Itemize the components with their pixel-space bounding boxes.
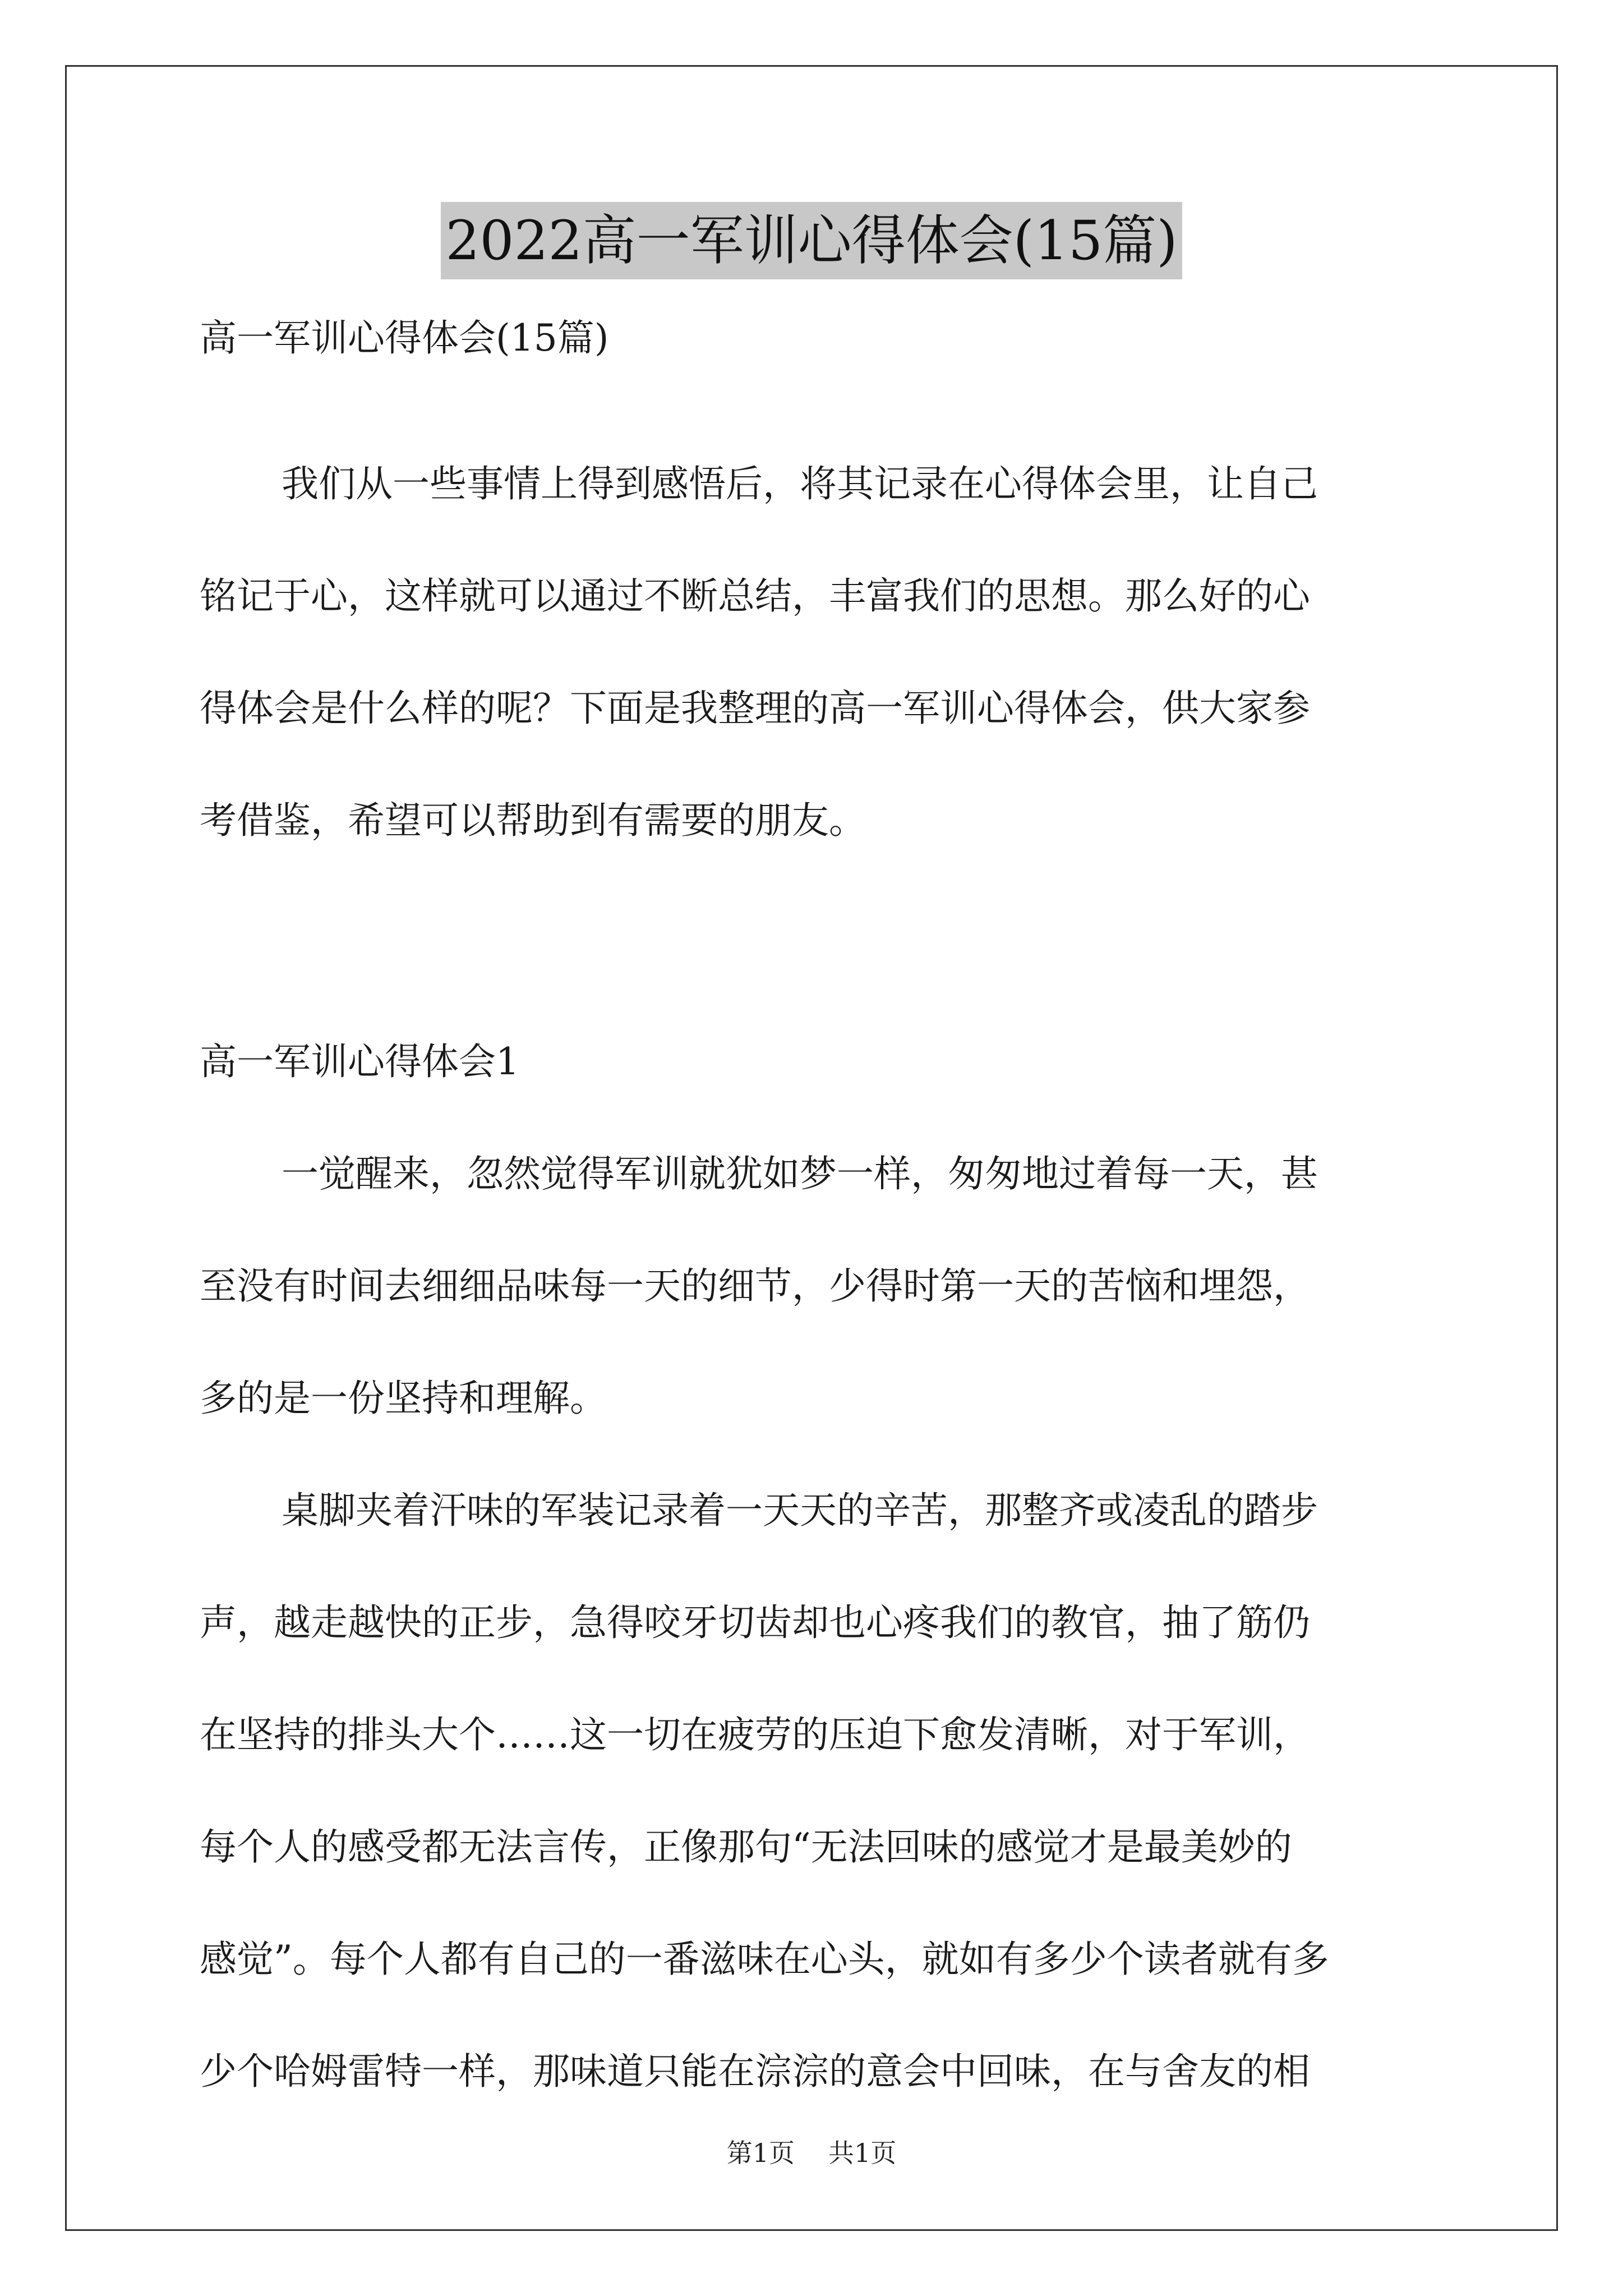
para2-line-3: 在坚持的排头大个……这一切在疲劳的压迫下愈发清晰，对于军训， bbox=[200, 1713, 1310, 1756]
para2-line-6: 少个哈姆雷特一样，那味道只能在淙淙的意会中回味，在与舍友的相 bbox=[200, 2050, 1310, 2093]
para1-line-1: 一觉醒来，忽然觉得军训就犹如梦一样，匆匆地过着每一天，甚 bbox=[282, 1152, 1318, 1195]
intro-line-3: 得体会是什么样的呢？下面是我整理的高一军训心得体会，供大家参 bbox=[200, 687, 1310, 730]
para1-line-2: 至没有时间去细细品味每一天的细节，少得时第一天的苦恼和埋怨， bbox=[200, 1264, 1310, 1308]
page-border bbox=[65, 65, 1558, 2231]
para2-line-1: 桌脚夹着汗味的军装记录着一天天的辛苦，那整齐或凌乱的踏步 bbox=[282, 1489, 1318, 1532]
intro-line-4: 考借鉴，希望可以帮助到有需要的朋友。 bbox=[200, 799, 866, 842]
page-footer bbox=[0, 2136, 1623, 2170]
para2-line-2: 声，越走越快的正步，急得咬牙切齿却也心疼我们的教官，抽了筋仍 bbox=[200, 1601, 1310, 1644]
document-subtitle: 高一军训心得体会(15篇) bbox=[200, 316, 609, 360]
para2-line-5: 感觉”。每个人都有自己的一番滋味在心头，就如有多少个读者就有多 bbox=[200, 1938, 1329, 1981]
para1-line-3: 多的是一份坚持和理解。 bbox=[200, 1377, 607, 1420]
page-number-current: 第1页 bbox=[726, 2138, 795, 2168]
intro-line-1: 我们从一些事情上得到感悟后，将其记录在心得体会里，让自己 bbox=[282, 462, 1318, 505]
intro-line-2: 铭记于心，这样就可以通过不断总结，丰富我们的思想。那么好的心 bbox=[200, 574, 1310, 618]
section-heading: 高一军训心得体会1 bbox=[200, 1040, 519, 1083]
title-container bbox=[0, 202, 1623, 279]
page-number-total: 共1页 bbox=[828, 2138, 897, 2168]
para2-line-4: 每个人的感受都无法言传，正像那句“无法回味的感觉才是最美妙的 bbox=[200, 1825, 1292, 1869]
document-title: 2022高一军训心得体会(15篇) bbox=[441, 202, 1182, 279]
